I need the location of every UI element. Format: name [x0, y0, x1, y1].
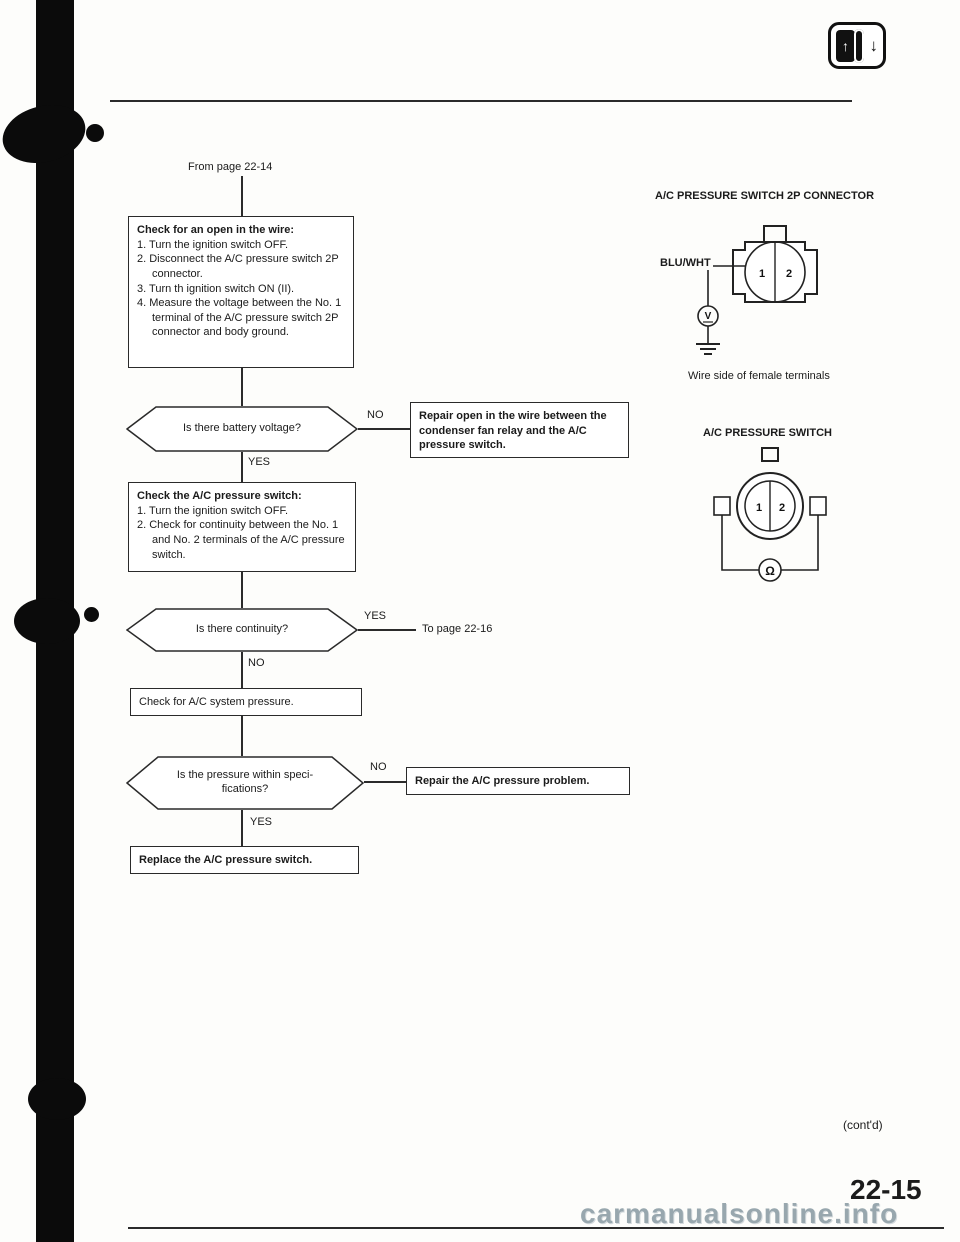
flow-box-check-open-wire [128, 216, 354, 368]
branch-label-no: NO [370, 761, 387, 773]
switch-section-title: A/C PRESSURE SWITCH [703, 427, 832, 439]
decision-battery-voltage [126, 406, 358, 452]
decision-question-line2: fications? [221, 783, 269, 795]
binder-ring-dot [86, 124, 104, 142]
terminal-2-label: 2 [785, 268, 793, 280]
branch-label-yes: YES [248, 456, 271, 468]
scroll-indicator-icon [854, 29, 864, 63]
flow-box-title: Check for an open in the wire: [137, 224, 295, 236]
continued-label: (cont'd) [843, 1118, 883, 1132]
branch-label-no: NO [367, 409, 384, 421]
switch-right-tab [810, 497, 826, 515]
flow-connector-line [241, 452, 243, 482]
binder-ring-blob [0, 97, 92, 172]
branch-label-yes: YES [364, 610, 387, 622]
binder-ring-blob [14, 598, 80, 644]
flow-connector-line [241, 572, 243, 608]
flow-connector-line [364, 781, 406, 783]
binder-ring-dot [84, 607, 99, 622]
flow-step: 1. Turn the ignition switch OFF. [137, 238, 289, 251]
page-number: 22-15 [850, 1174, 922, 1205]
decision-question: Is there continuity? [195, 623, 289, 636]
flow-connector-line [358, 428, 410, 430]
binder-ring-blob [28, 1078, 86, 1120]
terminal-2-label: 2 [778, 502, 786, 514]
terminal-1-label: 1 [755, 502, 763, 514]
decision-question: Is there battery voltage? [182, 422, 301, 435]
connector-diagram [650, 222, 880, 372]
flow-connector-line [241, 368, 243, 406]
branch-label-yes: YES [250, 816, 273, 828]
flow-box-check-switch [128, 482, 356, 572]
action-box-repair-wire: Repair open in the wire between the condenser fan relay and the A/C pressure switch. [410, 402, 629, 458]
flow-step: 2. Disconnect the A/C pressure switch 2P connector. [137, 253, 339, 280]
connector-section-title: A/C PRESSURE SWITCH 2P CONNECTOR [655, 190, 875, 202]
terminal-1-label: 1 [758, 268, 766, 280]
switch-left-tab [714, 497, 730, 515]
to-page-label: To page 22-16 [422, 623, 493, 635]
action-box-repair-pressure: Repair the A/C pressure problem. [406, 767, 630, 795]
voltmeter-label: V [704, 311, 712, 322]
down-arrow-icon: ↓ [869, 35, 878, 55]
flow-step: 2. Check for continuity between the No. 1 and No. 2 terminals of the A/C pressure switch. [137, 519, 345, 561]
decision-pressure-in-spec [126, 756, 364, 810]
page-nav-icon [828, 22, 886, 69]
ohmmeter-label: Ω [765, 564, 775, 578]
flow-connector-line [358, 629, 416, 631]
watermark: carmanualsonline.info [580, 1198, 899, 1229]
flow-box-title: Check the A/C pressure switch: [137, 490, 302, 502]
flow-connector-line [241, 176, 243, 216]
switch-top-tab [762, 448, 778, 461]
flow-connector-line [241, 810, 243, 846]
decision-continuity [126, 608, 358, 652]
wire-color-label: BLU/WHT [660, 257, 711, 269]
decision-question [126, 756, 364, 810]
flow-step: 3. Turn th ignition switch ON (II). [137, 282, 295, 295]
flow-step: 4. Measure the voltage between the No. 1 terminal of the A/C pressure switch 2P connector and body ground. [137, 297, 342, 339]
decision-question-line1: Is the pressure within speci- [176, 769, 314, 782]
pressure-switch-diagram [695, 446, 845, 596]
flow-connector-line [241, 716, 243, 756]
wire-side-caption: Wire side of female terminals [688, 370, 830, 382]
flow-box-replace-switch: Replace the A/C pressure switch. [130, 846, 359, 874]
flow-connector-line [241, 652, 243, 688]
top-rule [110, 100, 852, 102]
branch-label-no: NO [248, 657, 265, 669]
from-page-label: From page 22-14 [188, 161, 273, 173]
connector-top-tab [764, 226, 786, 242]
up-arrow-icon: ↑ [836, 30, 855, 62]
flow-box-check-system-pressure: Check for A/C system pressure. [130, 688, 362, 716]
flow-step: 1. Turn the ignition switch OFF. [137, 504, 289, 517]
